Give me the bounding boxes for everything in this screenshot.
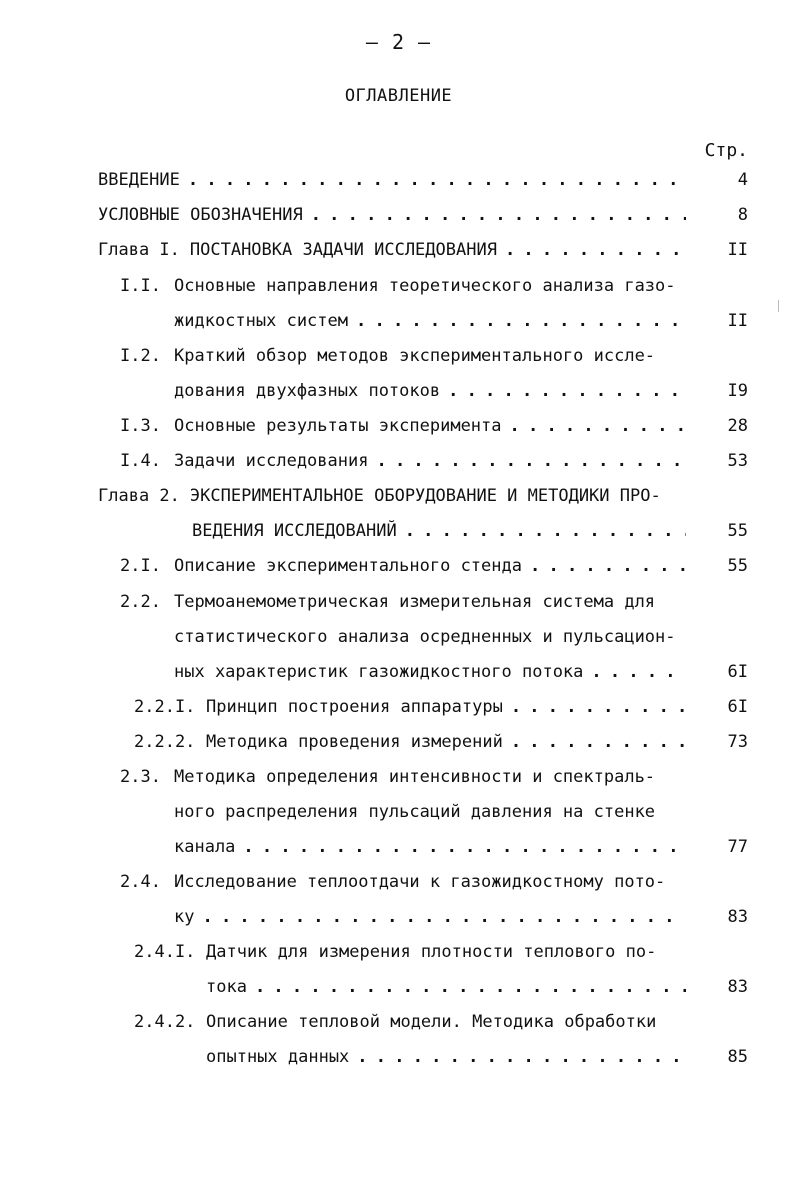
- toc-entry-introduction[interactable]: [98, 170, 748, 200]
- toc-entry-title-cont: опытных данных: [206, 1047, 350, 1067]
- toc-entry-page: 83: [727, 907, 748, 927]
- dot-leader: [591, 662, 686, 682]
- dot-leader: [511, 732, 686, 752]
- toc-entry-number: 2.3.: [120, 767, 161, 787]
- toc-entry-number: 2.2.2.: [134, 732, 196, 752]
- page-column-header: Стр.: [704, 140, 748, 161]
- toc-entry-title: Датчик для измерения плотности теплового по-: [206, 942, 657, 962]
- toc-entry-title: Методика определения интенсивности и спектраль-: [174, 767, 656, 787]
- toc-entry-2-4-1[interactable]: [134, 942, 694, 972]
- toc-entry-2-4-cont[interactable]: [174, 907, 748, 937]
- toc-entry-title: УСЛОВНЫЕ ОБОЗНАЧЕНИЯ: [98, 205, 303, 225]
- toc-entry-page: I9: [727, 381, 748, 401]
- dot-leader: [376, 451, 686, 471]
- toc-entry-title: Исследование теплоотдачи к газожидкостному пото-: [174, 872, 666, 892]
- toc-entry-number: 2.2.I.: [134, 697, 196, 717]
- toc-entry-page: 55: [727, 521, 748, 541]
- toc-entry-2-4-2[interactable]: [134, 1012, 694, 1042]
- toc-entry-1-3[interactable]: [120, 416, 748, 446]
- toc-entry-2-2[interactable]: [120, 592, 694, 622]
- toc-entry-title-cont: канала: [174, 837, 236, 857]
- toc-entry-2-4[interactable]: [120, 872, 694, 902]
- toc-entry-number: I.3.: [120, 416, 161, 436]
- dot-leader: [530, 556, 686, 576]
- toc-entry-title-cont: ного распределения пульсаций давления на стенке: [174, 802, 656, 822]
- toc-entry-notation[interactable]: [98, 205, 748, 235]
- toc-entry-1-4[interactable]: [120, 451, 748, 481]
- toc-entry-1-1-cont[interactable]: [174, 311, 748, 341]
- dot-leader: [188, 170, 686, 190]
- toc-entry-page: 8: [737, 205, 748, 225]
- toc-entry-number: 2.I.: [120, 556, 161, 576]
- dot-leader: [255, 977, 686, 997]
- toc-entry-page: 85: [727, 1047, 748, 1067]
- dot-leader: [356, 311, 686, 331]
- toc-entry-2-2-cont-2[interactable]: [174, 662, 748, 692]
- toc-entry-title: Описание тепловой модели. Методика обработки: [206, 1012, 657, 1032]
- toc-entry-page: 4: [737, 170, 748, 190]
- toc-entry-1-2-cont[interactable]: [174, 381, 748, 411]
- toc-entry-2-3-cont-1[interactable]: [174, 802, 694, 832]
- toc-entry-number: I.2.: [120, 346, 161, 366]
- toc-entry-chapter-2-cont[interactable]: [192, 521, 748, 551]
- toc-entry-1-1[interactable]: [120, 276, 694, 306]
- toc-entry-2-2-2[interactable]: [134, 732, 748, 762]
- toc-entry-number: Глава 2.: [98, 486, 180, 506]
- toc-entry-title-cont: тока: [206, 977, 247, 997]
- toc-entry-2-4-1-cont[interactable]: [206, 977, 748, 1007]
- toc-entry-title-cont: ВЕДЕНИЯ ИССЛЕДОВАНИЙ: [192, 521, 397, 541]
- toc-entry-page: II: [727, 240, 748, 260]
- toc-entry-1-2[interactable]: [120, 346, 694, 376]
- toc-entry-title: Принцип построения аппаратуры: [206, 697, 503, 717]
- toc-entry-title: ЭКСПЕРИМЕНТАЛЬНОЕ ОБОРУДОВАНИЕ И МЕТОДИКИ ПРО-: [189, 486, 661, 506]
- toc-entry-number: 2.2.: [120, 592, 161, 612]
- toc-entry-page: 53: [727, 451, 748, 471]
- toc-entry-page: 83: [727, 977, 748, 997]
- dot-leader: [511, 697, 686, 717]
- toc-entry-title-cont: ку: [174, 907, 195, 927]
- toc-entry-page: 55: [727, 556, 748, 576]
- toc-entry-title: Задачи исследования: [174, 451, 369, 471]
- dot-leader: [510, 416, 686, 436]
- toc-entry-page: 73: [727, 732, 748, 752]
- toc-entry-title: Основные результаты эксперимента: [174, 416, 502, 436]
- toc-entry-title: ПОСТАНОВКА ЗАДАЧИ ИССЛЕДОВАНИЯ: [189, 240, 497, 260]
- dot-leader: [243, 837, 686, 857]
- toc-entry-number: 2.4.2.: [134, 1012, 196, 1032]
- toc-entry-title-cont: статистического анализа осредненных и пульсацион-: [174, 627, 676, 647]
- dot-leader: [505, 240, 686, 260]
- dot-leader: [357, 1047, 686, 1067]
- toc-entry-2-2-cont-1[interactable]: [174, 627, 694, 657]
- toc-entry-page: 6I: [727, 697, 748, 717]
- toc-entry-2-2-1[interactable]: [134, 697, 748, 727]
- toc-entry-number: I.4.: [120, 451, 161, 471]
- toc-entry-number: 2.4.: [120, 872, 161, 892]
- toc-entry-page: II: [727, 311, 748, 331]
- dot-leader: [202, 907, 686, 927]
- toc-entry-title: Краткий обзор методов экспериментального иссле-: [174, 346, 656, 366]
- toc-entry-title-cont: ных характеристик газожидкостного потока: [174, 662, 584, 682]
- page-title: ОГЛАВЛЕНИЕ: [344, 86, 453, 106]
- dot-leader: [448, 381, 686, 401]
- toc-entry-number: Глава I.: [98, 240, 180, 260]
- toc-entry-title: Описание экспериментального стенда: [174, 556, 522, 576]
- toc-entry-chapter-1[interactable]: [98, 240, 748, 270]
- toc-entry-title: Методика проведения измерений: [206, 732, 503, 752]
- toc-entry-number: I.I.: [120, 276, 161, 296]
- dot-leader: [405, 521, 686, 541]
- toc-entry-title-cont: дования двухфазных потоков: [174, 381, 441, 401]
- toc-entry-title: Термоанемометрическая измерительная система для: [174, 592, 656, 612]
- toc-entry-title-cont: жидкостных систем: [174, 311, 348, 331]
- dot-leader: [311, 205, 686, 225]
- toc-entry-title: Основные направления теоретического анализа газо-: [174, 276, 676, 296]
- page-number: – 2 –: [365, 30, 432, 54]
- toc-entry-2-3-cont-2[interactable]: [174, 837, 748, 867]
- toc-entry-2-3[interactable]: [120, 767, 694, 797]
- toc-entry-page: 28: [727, 416, 748, 436]
- toc-entry-title: ВВЕДЕНИЕ: [98, 170, 180, 190]
- scan-artifact: [778, 300, 779, 312]
- toc-entry-chapter-2[interactable]: [98, 486, 694, 516]
- toc-entry-page: 6I: [727, 662, 748, 682]
- toc-entry-page: 77: [727, 837, 748, 857]
- toc-entry-2-1[interactable]: [120, 556, 748, 586]
- toc-entry-number: 2.4.I.: [134, 942, 196, 962]
- toc-entry-2-4-2-cont[interactable]: [206, 1047, 748, 1077]
